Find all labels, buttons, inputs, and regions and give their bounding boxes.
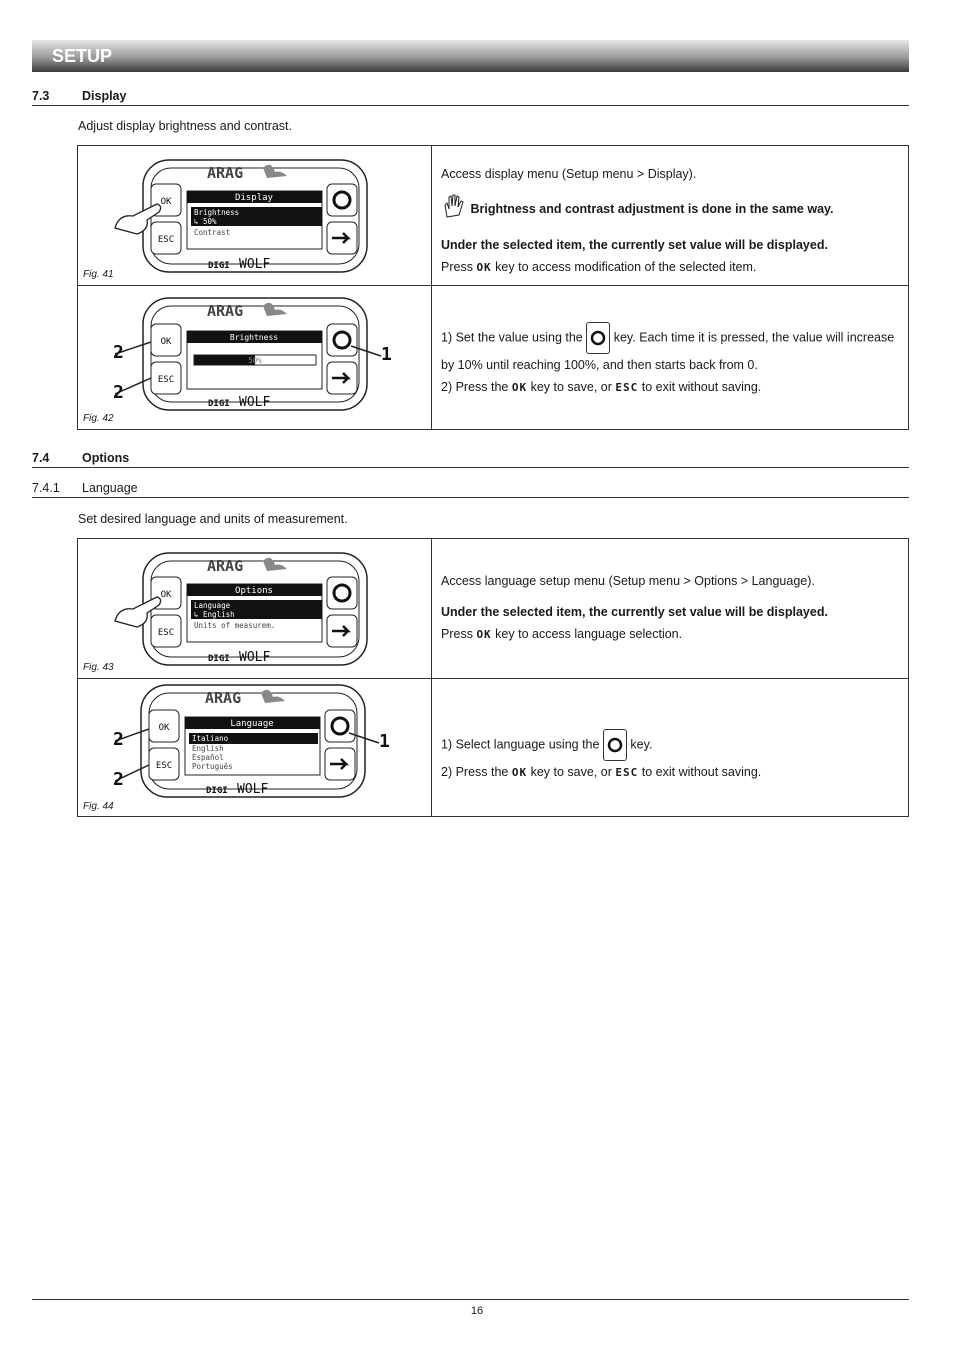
brand-logo: ARAG (205, 689, 242, 707)
step-badge: 2 (113, 342, 124, 363)
cycle-key (327, 577, 357, 609)
cycle-key-icon (603, 729, 627, 761)
page-number: 16 (470, 1305, 484, 1317)
screen-line-units: Units of measurem. (194, 621, 276, 630)
svg-text:ESC: ESC (157, 375, 175, 385)
step-badge: 1 (379, 731, 390, 752)
instruction-current-value: Under the selected item, the currently set value will be displayed. (441, 238, 828, 252)
ok-key-label: OK (511, 766, 528, 779)
screen-title: Options (235, 586, 273, 596)
instruction-press: Press (441, 627, 473, 641)
footer-divider (32, 1299, 909, 1300)
step-badge: 2 (113, 729, 124, 750)
step-badge: 1 (381, 344, 392, 365)
language-figure-table (77, 538, 909, 817)
instruction-current-value: Under the selected item, the currently set value will be displayed. (441, 605, 828, 619)
svg-text:OK: OK (158, 723, 170, 733)
section-title: Language (82, 481, 138, 495)
fig41-text-cell (432, 146, 909, 286)
model-prefix: DIGI (208, 654, 230, 664)
figure-caption: Fig. 43 (83, 662, 114, 673)
step1-text: 1) Select language using the (441, 737, 600, 752)
step1-text: 1) Set the value using the (441, 330, 583, 345)
step1-text-end: by 10% until reaching 100%, and then starts back from 0. (441, 358, 758, 372)
step2-text-mid: key to save, or (530, 380, 612, 394)
svg-text:ESC: ESC (157, 235, 175, 245)
esc-key-label: ESC (615, 381, 639, 394)
device-illustration (113, 158, 413, 276)
svg-text:OK: OK (160, 337, 172, 347)
step2-text-mid: key to save, or (530, 765, 612, 779)
model-name: WOLF (239, 395, 271, 410)
note-text: Brightness and contrast adjustment is done in the same way. (470, 201, 834, 216)
step2-text-end: to exit without saving. (641, 765, 762, 779)
fig43-text-cell (432, 539, 909, 679)
step2-text-end: to exit without saving. (641, 380, 762, 394)
instruction-modify: key to access modification of the selected item. (495, 260, 757, 274)
display-figure-table (77, 145, 909, 430)
section-intro-display: Adjust display brightness and contrast. (78, 119, 293, 133)
step2-text: 2) Press the (441, 380, 509, 394)
brightness-bar (194, 355, 255, 365)
fig41-cell (78, 146, 432, 286)
section-heading-7-4 (32, 451, 909, 468)
model-name: WOLF (239, 257, 271, 272)
language-option: Italiano (192, 734, 229, 743)
hand-warning-icon (441, 193, 467, 226)
section-intro-language: Set desired language and units of measurement. (78, 512, 348, 526)
step-badge: 2 (113, 769, 124, 790)
device-illustration (113, 551, 413, 669)
fig44-cell (78, 679, 432, 817)
fig44-text-cell (432, 679, 909, 817)
step1-text-cont: key. Each time it is pressed, the value will increase (613, 330, 895, 345)
banner-title: SETUP (52, 46, 113, 66)
fig43-cell (78, 539, 432, 679)
screen-line-selected: Language (194, 601, 231, 610)
instruction-access-language: Access language setup menu (Setup menu > Options > Language). (441, 574, 815, 588)
step-badge: 2 (113, 382, 124, 403)
step2-text: 2) Press the (441, 765, 509, 779)
section-title: Display (82, 89, 127, 103)
model-name: WOLF (239, 650, 271, 665)
ok-key-label: OK (476, 628, 492, 641)
fig42-cell (78, 286, 432, 430)
esc-key-label: ESC (615, 766, 639, 779)
svg-text:ESC: ESC (155, 761, 173, 771)
screen-line-selected: Brightness (194, 208, 240, 217)
figure-caption: Fig. 42 (83, 413, 114, 424)
brand-logo: ARAG (207, 557, 244, 575)
cycle-key (327, 324, 357, 356)
screen-line-contrast: Contrast (194, 228, 231, 237)
brand-logo: ARAG (207, 164, 244, 182)
language-option: Español (192, 753, 224, 762)
section-heading-7-4-1 (32, 481, 909, 498)
brand-logo: ARAG (207, 302, 244, 320)
screen-line-value: ↳ English (194, 610, 235, 619)
ok-key-label: OK (511, 381, 528, 394)
device-illustration (111, 683, 411, 801)
instruction-access-display: Access display menu (Setup menu > Display). (441, 167, 697, 181)
language-option: English (192, 744, 224, 753)
svg-text:ESC: ESC (157, 628, 175, 638)
model-prefix: DIGI (206, 786, 228, 796)
svg-text:OK: OK (160, 590, 172, 600)
svg-text:OK: OK (160, 197, 172, 207)
figure-caption: Fig. 41 (83, 269, 114, 280)
screen-title: Brightness (229, 333, 279, 342)
instruction-press: Press (441, 260, 473, 274)
section-banner (32, 40, 909, 72)
cycle-key (327, 184, 357, 216)
fig42-text-cell (432, 286, 909, 430)
brightness-value: 50% (248, 356, 262, 365)
language-option: Português (192, 762, 233, 771)
step1-text-cont: key. (630, 737, 653, 752)
cycle-key (325, 710, 355, 742)
section-title: Options (82, 451, 130, 465)
screen-line-value: ↳ 50% (194, 217, 217, 226)
instruction-language-select: key to access language selection. (495, 627, 683, 641)
section-number: 7.4.1 (32, 481, 60, 495)
ok-key-label: OK (476, 261, 492, 274)
section-number: 7.4 (32, 451, 50, 465)
screen-title: Display (235, 193, 273, 203)
section-heading-7-3 (32, 89, 909, 106)
device-illustration (113, 296, 413, 414)
figure-caption: Fig. 44 (83, 801, 114, 812)
section-number: 7.3 (32, 89, 50, 103)
model-prefix: DIGI (208, 399, 230, 409)
model-name: WOLF (237, 782, 269, 797)
model-prefix: DIGI (208, 261, 230, 271)
cycle-key-icon (586, 322, 610, 354)
screen-title: Language (230, 719, 274, 729)
